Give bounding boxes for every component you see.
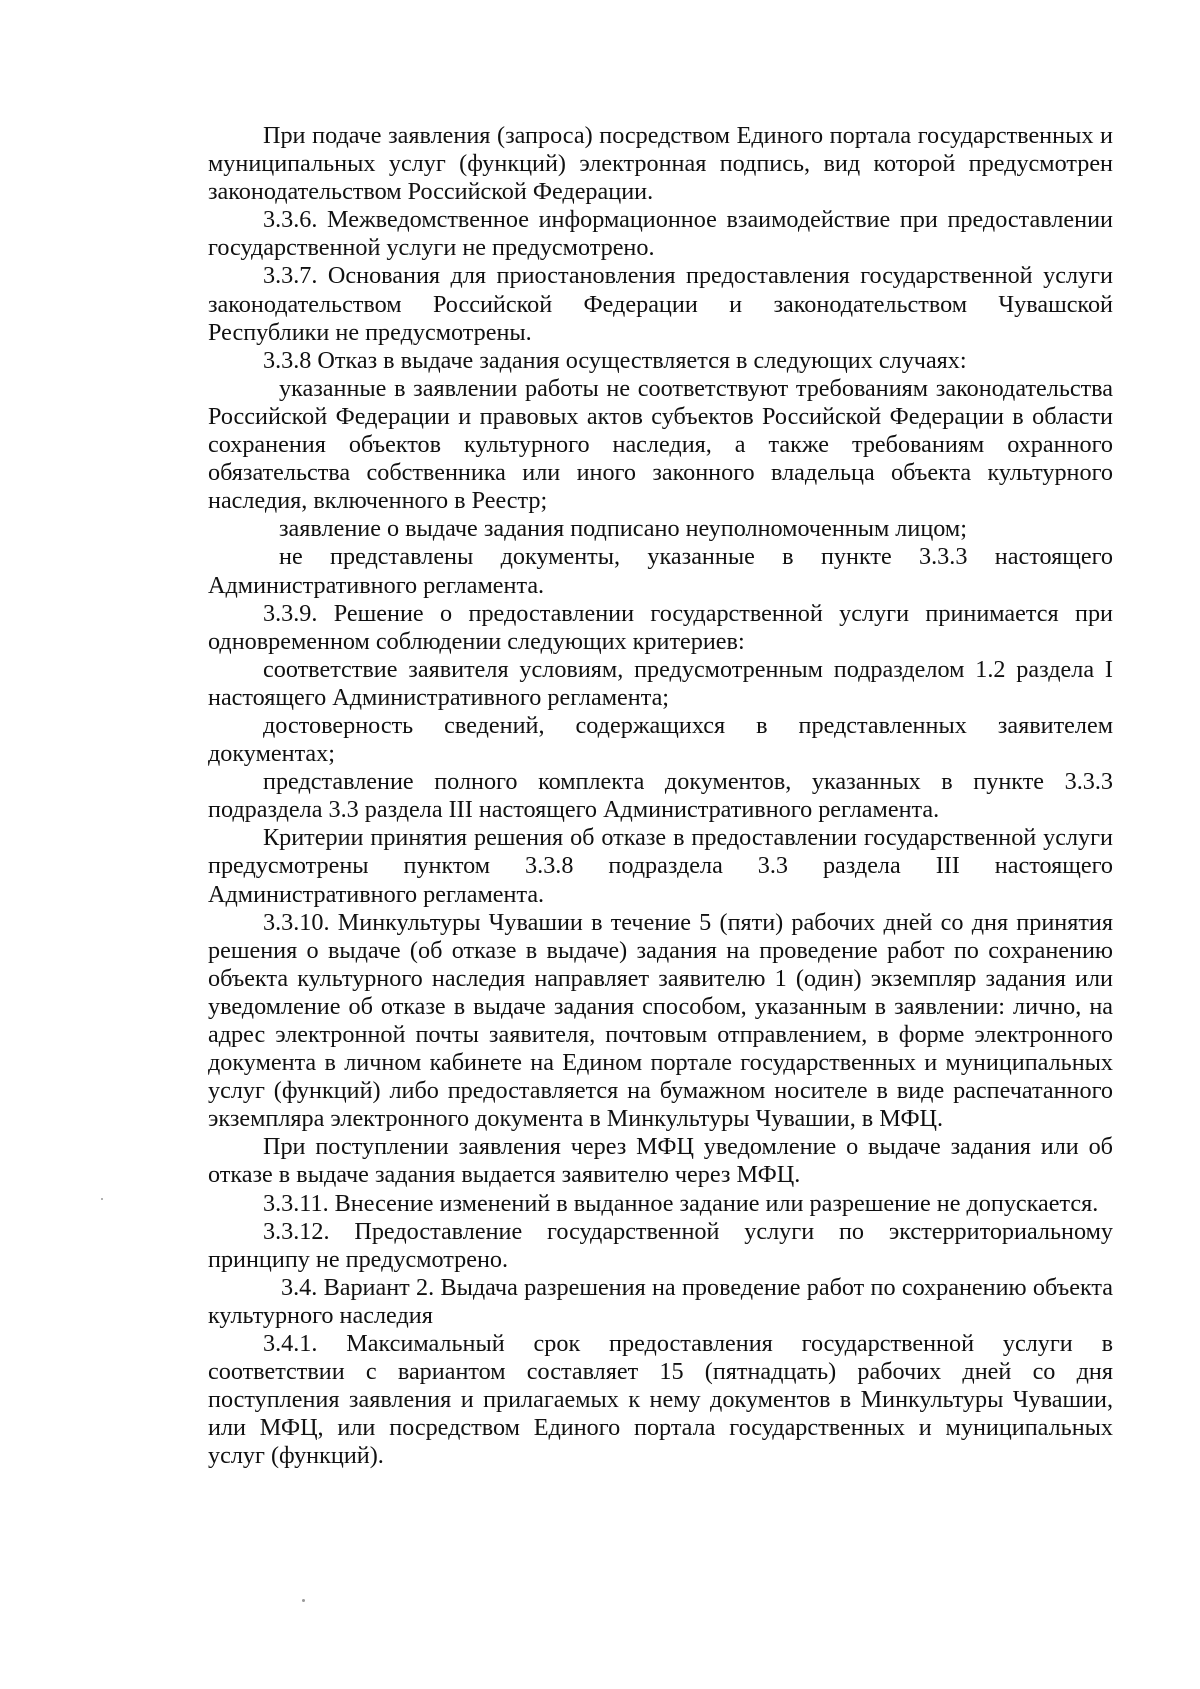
paragraph-criterion-conditions: соответствие заявителя условиям, предусмотренным подразделом 1.2 раздела I настоящего Административного регламента; (208, 655, 1113, 711)
paragraph-3-3-11: 3.3.11. Внесение изменений в выданное задание или разрешение не допускается. (263, 1189, 1099, 1217)
paragraph-3-3-6: 3.3.6. Межведомственное информационное взаимодействие при предоставлении государственной услуги не предусмотрено. (208, 206, 1113, 262)
scan-speck (101, 1198, 103, 1200)
paragraph-3-3-10: 3.3.10. Минкультуры Чувашии в течение 5 (пяти) рабочих дней со дня принятия решения о выдаче (об отказе в выдаче) задания на проведение работ по сохранению объекта культурного наследия направляет заявителю 1 (один) экземпляр задания или уведомление об отказе в выдаче задания способом, указанным в заявлении: лично, на адрес электронной почты заявителя, почтовым отправлением, в форме электронного документа в личном кабинете на Едином портале государственных и муниципальных услуг (функций) либо предоставляется на бумажном носителе в виде распечатанного экземпляра электронного документа в Минкультуры Чувашии, в МФЦ. (208, 908, 1113, 1133)
scan-speck (302, 1599, 305, 1602)
paragraph-refusal-reason-signature: заявление о выдаче задания подписано неуполномоченным лицом; (279, 515, 967, 543)
document-page (208, 122, 1113, 1471)
paragraph-criterion-reliability: достоверность сведений, содержащихся в представленных заявителем документах; (208, 711, 1113, 768)
paragraph-refusal-reason-documents: не представлены документы, указанные в пункте 3.3.3 настоящего Административного регламента. (208, 543, 1113, 599)
paragraph-3-3-8: 3.3.8 Отказ в выдаче задания осуществляется в следующих случаях: (263, 346, 967, 374)
paragraph-refusal-criteria: Критерии принятия решения об отказе в предоставлении государственной услуги предусмотрены пунктом 3.3.8 подраздела 3.3 раздела III настоящего Административного регламента. (208, 824, 1113, 908)
paragraph-3-3-12: 3.3.12. Предоставление государственной услуги по экстерриториальному принципу не предусмотрено. (208, 1217, 1113, 1273)
paragraph-3-3-7: 3.3.7. Основания для приостановления предоставления государственной услуги законодательством Российской Федерации и законодательством Чувашской Республики не предусмотрены. (208, 262, 1113, 346)
paragraph-3-4-1: 3.4.1. Максимальный срок предоставления государственной услуги в соответствии с вариантом составляет 15 (пятнадцать) рабочих дней со дня поступления заявления и прилагаемых к нему документов в Минкультуры Чувашии, или МФЦ, или посредством Единого портала государственных и муниципальных услуг (функций). (208, 1330, 1113, 1470)
paragraph-refusal-reason-works: указанные в заявлении работы не соответствуют требованиям законодательства Российской Федерации и правовых актов субъектов Российской Федерации в области сохранения объектов культурного наследия, а также требованиям охранного обязательства собственника или иного законного владельца объекта культурного наследия, включенного в Реестр; (208, 374, 1113, 515)
paragraph-mfc-notice: При поступлении заявления через МФЦ уведомление о выдаче задания или об отказе в выдаче задания выдается заявителю через МФЦ. (208, 1133, 1113, 1189)
paragraph-criterion-completeness: представление полного комплекта документов, указанных в пункте 3.3.3 подраздела 3.3 раздела III настоящего Административного регламента. (208, 768, 1113, 824)
paragraph-portal-signature: При подаче заявления (запроса) посредством Единого портала государственных и муниципальных услуг (функций) электронная подпись, вид которой предусмотрен законодательством Российской Федерации. (208, 122, 1113, 206)
paragraph-3-3-9: 3.3.9. Решение о предоставлении государственной услуги принимается при одновременном соблюдении следующих критериев: (208, 599, 1113, 655)
paragraph-3-4-heading: 3.4. Вариант 2. Выдача разрешения на проведение работ по сохранению объекта культурного наследия (208, 1273, 1113, 1329)
